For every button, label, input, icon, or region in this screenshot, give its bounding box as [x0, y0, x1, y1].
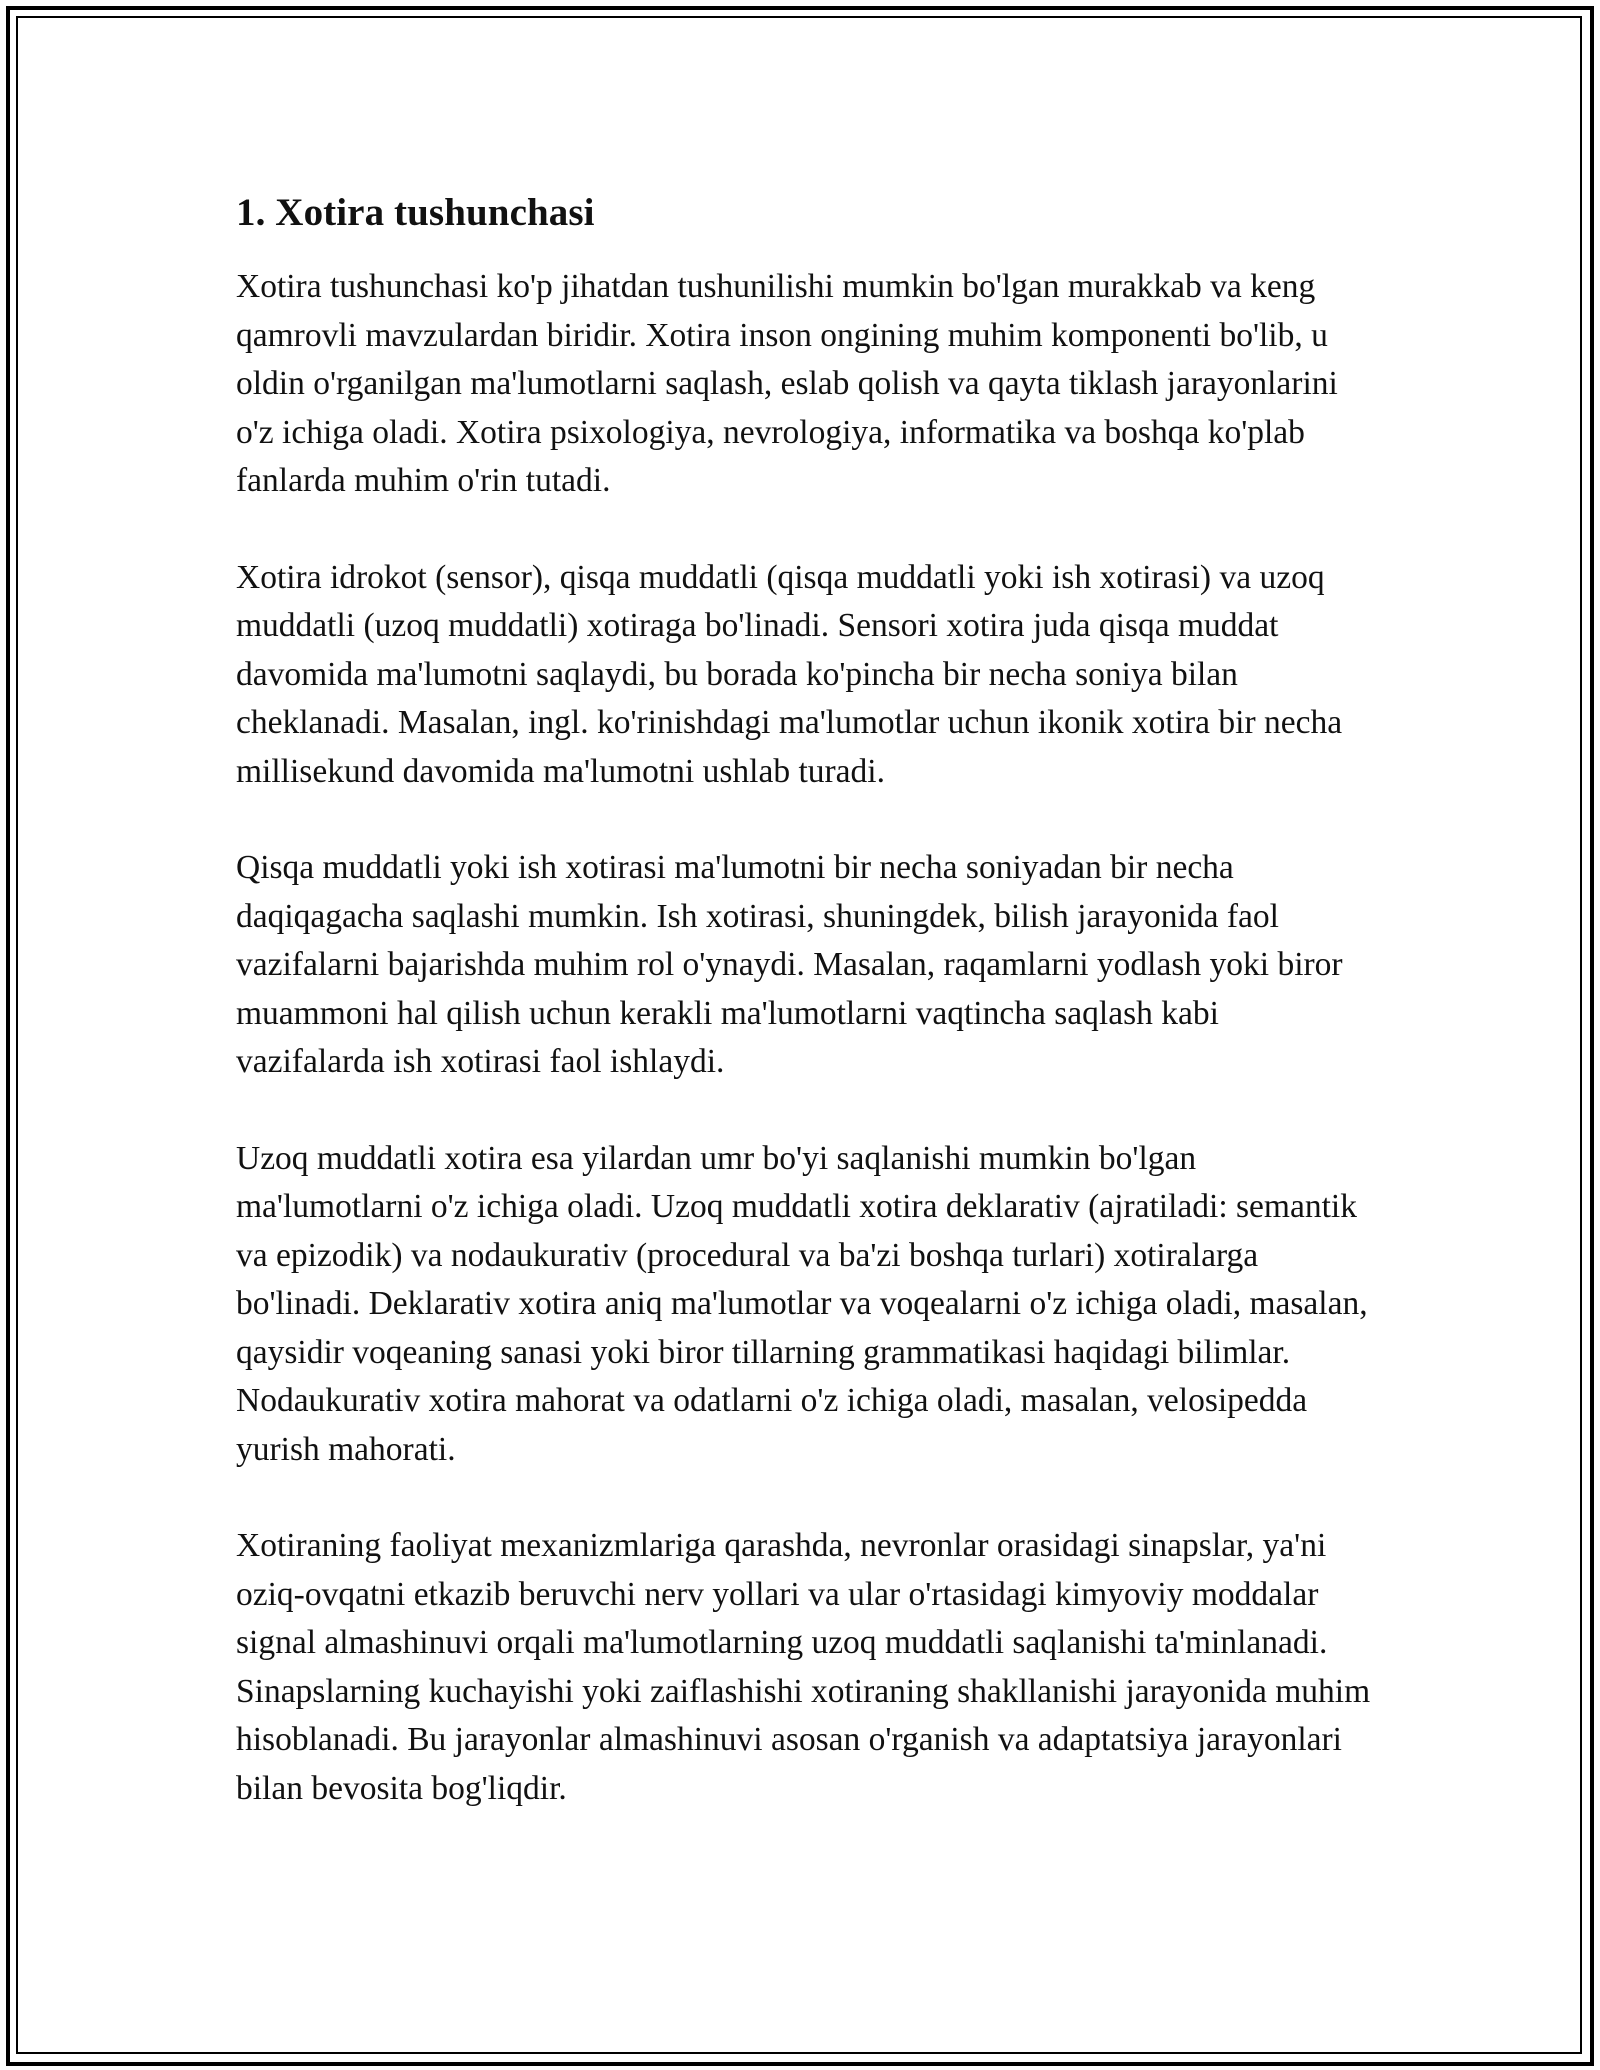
- paragraph-long-term-memory: Uzoq muddatli xotira esa yilardan umr bo'yi saqlanishi mumkin bo'lgan ma'lumotlarni o'z ichiga oladi. Uzoq muddatli xotira deklarativ (ajratiladi: semantik va epizodik) va nodaukurativ (procedural va ba'zi boshqa turlari) xotiralarga bo'linadi. Deklarativ xotira aniq ma'lumotlar va voqealarni o'z ichiga oladi, masalan, qaysidir voqeaning sanasi yoki biror tillarning grammatikasi haqidagi bilimlar. Nodaukurativ xotira mahorat va odatlarni o'z ichiga oladi, masalan, velosipedda yurish mahorati.: [236, 1139, 1368, 1468]
- section-heading: 1. Xotira tushunchasi: [236, 191, 595, 234]
- document-body: [236, 183, 1376, 1861]
- paragraph-memory-mechanisms: Xotiraning faoliyat mexanizmlariga qarashda, nevronlar orasidagi sinapslar, ya'ni oziq-ovqatni etkazib beruvchi nerv yollari va ular o'rtasidagi kimyoviy moddalar signal almashinuvi orqali ma'lumotlarning uzoq muddatli saqlanishi ta'minlanadi. Sinapslarning kuchayishi yoki zaiflashishi xotiraning shakllanishi jarayonida muhim hisoblanadi. Bu jarayonlar almashinuvi asosan o'rganish va adaptatsiya jarayonlari bilan bevosita bog'liqdir.: [236, 1527, 1371, 1807]
- paragraph-working-memory: Qisqa muddatli yoki ish xotirasi ma'lumotni bir necha soniyadan bir necha daqiqagacha saqlashi mumkin. Ish xotirasi, shuningdek, bilish jarayonida faol vazifalarni bajarishda muhim rol o'ynaydi. Masalan, raqamlarni yodlash yoki biror muammoni hal qilish uchun kerakli ma'lumotlarni vaqtincha saqlash kabi vazifalarda ish xotirasi faol ishlaydi.: [236, 849, 1343, 1080]
- paragraph-memory-types: Xotira idrokot (sensor), qisqa muddatli (qisqa muddatli yoki ish xotirasi) va uzoq muddatli (uzoq muddatli) xotiraga bo'linadi. Sensori xotira juda qisqa muddat davomida ma'lumotni saqlaydi, bu borada ko'pincha bir necha soniya bilan cheklanadi. Masalan, ingl. ko'rinishdagi ma'lumotlar uchun ikonik xotira bir necha millisekund davomida ma'lumotni ushlab turadi.: [236, 558, 1343, 790]
- paragraph-memory-concept: Xotira tushunchasi ko'p jihatdan tushunilishi mumkin bo'lgan murakkab va keng qamrovli mavzulardan biridir. Xotira inson ongining muhim komponenti bo'lib, u oldin o'rganilgan ma'lumotlarni saqlash, eslab qolish va qayta tiklash jarayonlarini o'z ichiga oladi. Xotira psixologiya, nevrologiya, informatika va boshqa ko'plab fanlarda muhim o'rin tutadi.: [236, 268, 1338, 499]
